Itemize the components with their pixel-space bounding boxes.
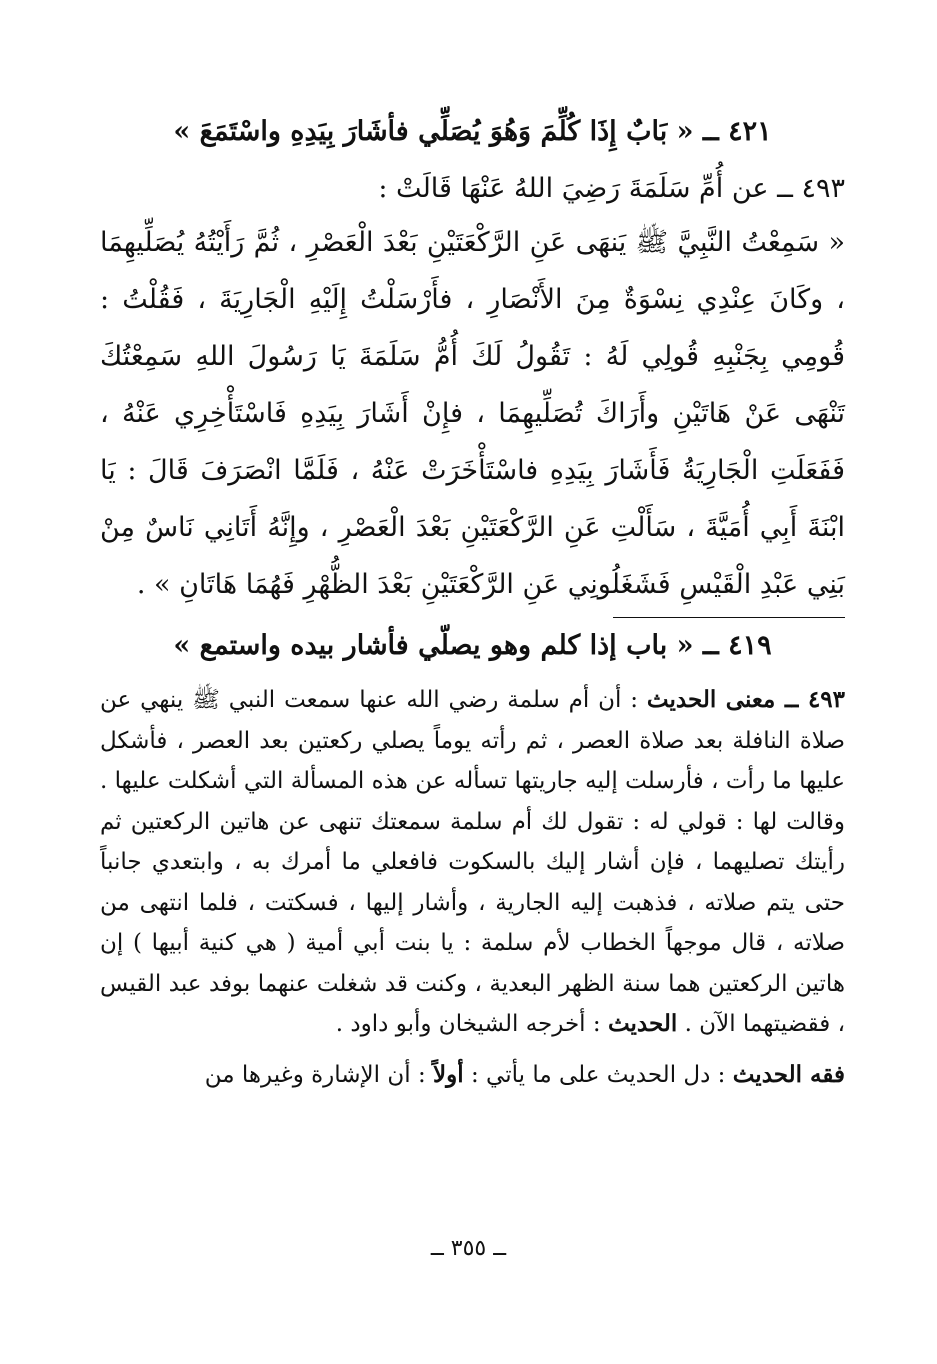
- commentary-text: : أن أم سلمة رضي الله عنها سمعت النبي ﷺ ينهي عن صلاة النافلة بعد صلاة العصر ، ثم رأته يوماً يصلي ركعتين بعد العصر ، فأشكل عليها ما رأت ، فأرسلت إليه جاريتها تسأله عن هذه المسألة التي أشكلت عليها . وقالت لها : قولي له : تقول لك أم سلمة سمعتك تنهى عن هاتين الركعتين ثم رأيتك تصليهما ، فإن أشار إليك بالسكوت فافعلي ما أمرك به ، وابتعدي جانباً حتى يتم صلاته ، فذهبت إليه الجارية ، وأشار إليها ، فسكتت ، فلما انتهى من صلاته ، قال موجهاً الخطاب لأم سلمة : يا بنت أبي أمية ( هي كنية أبيها ) إن هاتين الركعتين هما سنة الظهر البعدية ، وكنت قد شغلت عنهما بوفد عبد القيس ، فقضيتهما الآن .: [100, 687, 845, 1037]
- commentary-label-hadith: الحديث: [607, 1010, 678, 1037]
- fiqh-text-first: : أن الإشارة وغيرها من: [204, 1061, 426, 1088]
- commentary-label: ٤٩٣ ــ معنى الحديث: [646, 686, 845, 713]
- fiqh-label-first: أولاً: [433, 1060, 464, 1088]
- chapter-heading: ٤٢١ ــ « بَابٌ إِذَا كُلِّمَ وَهُوَ يُصَلِّي فأشَارَ بِيَدِهِ واسْتَمَعَ »: [173, 116, 772, 147]
- fiqh-label: فقه الحديث: [732, 1060, 845, 1088]
- fiqh-paragraph: [100, 1055, 845, 1096]
- page-number: ــ ٣٥٥ ــ: [430, 1236, 507, 1261]
- commentary-paragraph: [100, 680, 845, 1045]
- divider-rule: [613, 617, 845, 618]
- commentary-text-source: : أخرجه الشيخان وأبو داود .: [335, 1011, 601, 1037]
- section-heading: ٤١٩ ــ « باب إذا كلم وهو يصلّي فأشار بيده واستمع »: [173, 630, 772, 661]
- hadith-block: [100, 164, 845, 613]
- page-content: [100, 110, 845, 1095]
- hadith-intro: ٤٩٣ ــ عن أُمِّ سَلَمَةَ رَضِيَ اللهُ عَنْهَا قَالَتْ :: [378, 173, 845, 204]
- hadith-text: « سَمِعْتُ النَّبِيَّ ﷺ يَنهَى عَنِ الرَّكْعَتَيْنِ بَعْدَ الْعَصْرِ ، ثُمَّ رَأَيْتُهُ يُصَلِّيهِمَا ، وكَانَ عِنْدِي نِسْوَةٌ مِنَ الأَنْصَارِ ، فأَرْسَلْتُ إِلَيْهِ الْجَارِيَةَ ، فَقُلْتُ : قُومِي بِجَنْبِهِ قُولِي لَهُ : تَقُولُ لَكَ أُمُّ سَلَمَةَ يَا رَسُولَ اللهِ سَمِعْتُكَ تَنْهَى عَنْ هَاتَيْنِ وأَرَاكَ تُصَلِّيهِمَا ، فإِنْ أَشَارَ بِيَدِهِ فَاسْتَأْخِرِي عَنْهُ ، فَفَعَلَتِ الْجَارِيَةُ فَأَشَارَ بِيَدِهِ فاسْتَأْخَرَتْ عَنْهُ ، فَلَمَّا انْصَرَفَ قَالَ : يَا ابْنَةَ أَبِي أُمَيَّةَ ، سَأَلْتِ عَنِ الرَّكْعَتَيْنِ بَعْدَ الْعَصْرِ ، وإِنَّهُ أَتَانِي نَاسٌ مِنْ بَنِي عَبْدِ الْقَيْسِ فَشَغَلُونِي عَنِ الرَّكْعَتَيْنِ بَعْدَ الظُّهْرِ فَهُمَا هَاتَانِ » .: [100, 227, 845, 600]
- fiqh-text: : دل الحديث على ما يأتي :: [470, 1061, 726, 1088]
